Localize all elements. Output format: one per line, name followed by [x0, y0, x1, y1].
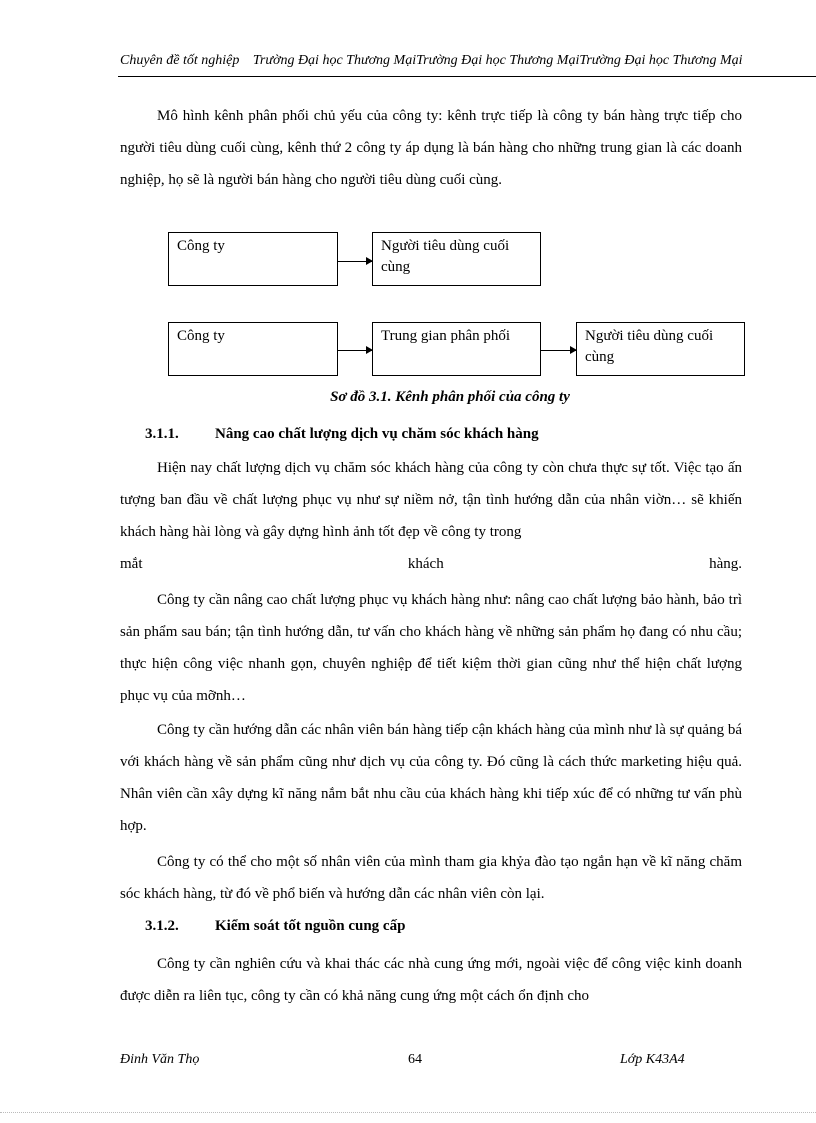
spread-word: khách: [407, 556, 444, 572]
footer-page-number: 64: [408, 1052, 422, 1067]
diagram-arrow-2: [338, 350, 372, 351]
header-rule: [118, 76, 816, 77]
section-heading-3-1-2: [145, 918, 405, 935]
spread-word: mắt: [120, 556, 143, 572]
diagram-arrow-3: [541, 350, 576, 351]
section1-paragraph-1: Hiện nay chất lượng dịch vụ chăm sóc khách hàng của công ty còn chưa thực sự tốt. Việc tạo ấn tượng ban đầu về chất lượng phục vụ như sự niềm nở, tận tình hướng dẫn của nhân viờn… sẽ khiến khách hàng hài lòng và gây dựng hình ảnh tốt đẹp về công ty trong: [120, 460, 742, 540]
diagram-box-company-2: Công ty: [168, 322, 338, 376]
section-title: Nâng cao chất lượng dịch vụ chăm sóc khách hàng: [215, 426, 539, 442]
page-bottom-divider: [0, 1112, 816, 1113]
section1-paragraph-3: Công ty cần hướng dẫn các nhân viên bán hàng tiếp cận khách hàng của mình như là sự quảng bá với khách hàng về sản phẩm cũng như dịch vụ của công ty. Đó cũng là cách thức marketing hiệu quả. Nhân viên cần xây dựng kĩ năng nắm bắt nhu cầu của khách hàng khi tiếp xúc để có những tư vấn phù hợp.: [120, 722, 742, 834]
intro-paragraph: Mô hình kênh phân phối chủ yếu của công ty: kênh trực tiếp là công ty bán hàng trực tiếp cho người tiêu dùng cuối cùng, kênh thứ 2 công ty áp dụng là bán hàng cho những trung gian là các doanh nghiệp, họ sẽ là người bán hàng cho người tiêu dùng cuối cùng.: [120, 108, 742, 188]
section-heading-3-1-1: [145, 426, 539, 443]
diagram-arrow-1: [338, 261, 372, 262]
section1-paragraph-2: Công ty cần nâng cao chất lượng phục vụ khách hàng như: nâng cao chất lượng bảo hành, bảo trì sản phẩm sau bán; tận tình hướng dẫn, tư vấn cho khách hàng về những sản phẩm họ đang có nhu cầu; thực hiện công việc nhanh gọn, chuyên nghiệp để tiết kiệm thời gian cũng như thể hiện chất lượng phục vụ của mỡnh…: [120, 592, 742, 704]
section-number: 3.1.2.: [145, 918, 179, 934]
footer-author: Đinh Văn Thọ: [120, 1052, 200, 1067]
header-doc-type: Chuyên đề tốt nghiệp: [120, 53, 240, 68]
spread-word: hàng.: [709, 556, 742, 572]
section1-paragraph-4: Công ty có thể cho một số nhân viên của mình tham gia khỷa đào tạo ngắn hạn về kĩ năng chăm sóc khách hàng, từ đó về phổ biến và hướng dẫn các nhân viên còn lại.: [120, 854, 742, 902]
section-title: Kiểm soát tốt nguồn cung cấp: [215, 918, 406, 934]
diagram-caption: Sơ đồ 3.1. Kênh phân phối của công ty: [330, 389, 570, 405]
section-number: 3.1.1.: [145, 426, 179, 442]
diagram-box-consumer-2: Người tiêu dùng cuối cùng: [576, 322, 745, 376]
header-school: Trường Đại học Thương MạiTrường Đại học Thương MạiTrường Đại học Thương Mại: [252, 53, 743, 68]
diagram-box-consumer-1: Người tiêu dùng cuối cùng: [372, 232, 541, 286]
page-header: [120, 53, 816, 69]
footer-class: Lớp K43A4: [620, 1052, 685, 1067]
section1-paragraph-1-last-line: [120, 552, 742, 576]
section2-paragraph-1: Công ty cần nghiên cứu và khai thác các nhà cung ứng mới, ngoài việc để công việc kinh doanh được diễn ra liên tục, công ty cần có khả năng cung ứng một cách ổn định cho: [120, 956, 742, 1004]
diagram-box-intermediary: Trung gian phân phối: [372, 322, 541, 376]
diagram-box-company-1: Công ty: [168, 232, 338, 286]
